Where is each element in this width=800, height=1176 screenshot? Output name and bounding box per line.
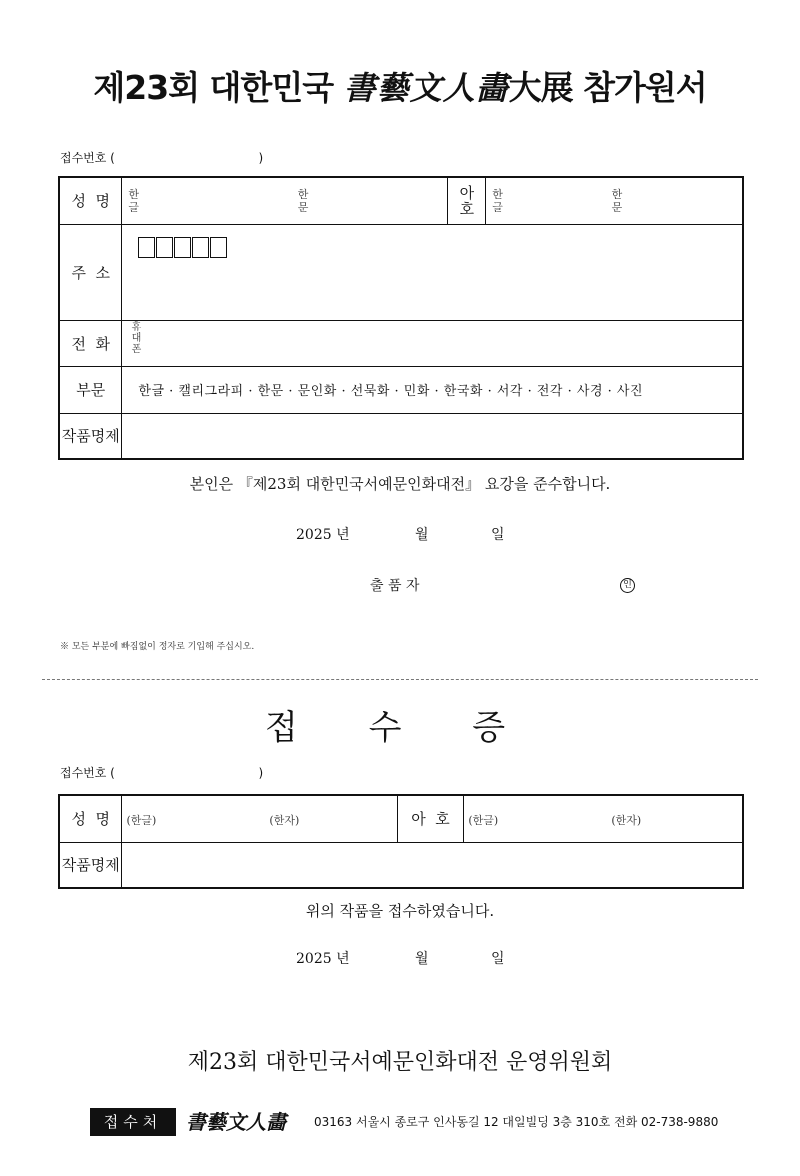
receipt-number-label-2: 접수번호 ( xyxy=(60,766,115,780)
receipt-ho-label: 아 호 xyxy=(397,795,464,842)
division-row xyxy=(59,366,743,413)
receipt-ho-input[interactable] xyxy=(464,795,743,842)
title-calligraphy-logo: 書藝文人畵 xyxy=(343,69,509,107)
receipt-number-field-2[interactable] xyxy=(60,764,263,781)
work-title-input[interactable] xyxy=(122,413,743,459)
receipt-name-row xyxy=(59,795,743,842)
reception-badge: 접수처 xyxy=(90,1108,176,1136)
work-title-row xyxy=(59,413,743,459)
receipt-hanja-paren: (한자) xyxy=(269,814,300,828)
receipt-number-close: ) xyxy=(258,151,264,165)
receipt-work-title-label: 작품명제 xyxy=(59,842,122,888)
receipt-number-close-2: ) xyxy=(258,766,264,780)
submitter-label: 출 품 자 xyxy=(370,578,420,594)
ho-hangul-sublabel: 한 글 xyxy=(492,187,503,214)
ho-label: 아 호 xyxy=(448,177,486,224)
name-label: 성 명 xyxy=(59,177,122,224)
hanja-sublabel: 한 문 xyxy=(297,187,309,214)
mobile-sublabel: 휴 대 폰 xyxy=(131,321,142,355)
receipt-hangul-paren: (한글) xyxy=(126,814,157,828)
application-month: 월 xyxy=(415,527,429,543)
ho-hanja-sublabel: 한 문 xyxy=(611,187,623,214)
receipt-confirmation: 위의 작품을 접수하였습니다. xyxy=(305,902,495,920)
receipt-work-title-row xyxy=(59,842,743,888)
receipt-year: 2025 년 xyxy=(296,951,350,967)
ho-input[interactable] xyxy=(486,177,743,224)
work-title-label: 작품명제 xyxy=(59,413,122,459)
postal-code-boxes[interactable] xyxy=(138,237,742,258)
title-prefix: 제23회 대한민국 xyxy=(93,68,334,107)
phone-input[interactable] xyxy=(122,320,743,366)
footer-address: 03163 서울시 종로구 인사동길 12 대일빌딩 3층 310호 전화 02-738-9880 xyxy=(314,1115,719,1129)
division-label: 부문 xyxy=(59,366,122,413)
receipt-month: 월 xyxy=(415,951,429,967)
address-input[interactable] xyxy=(122,224,743,320)
seal-mark[interactable]: 인 xyxy=(620,578,635,593)
receipt-name-label: 성 명 xyxy=(59,795,122,842)
receipt-day: 일 xyxy=(491,951,505,967)
cut-line-divider xyxy=(42,679,758,680)
page-title xyxy=(0,62,800,109)
name-row xyxy=(59,177,743,224)
receipt-form-table xyxy=(58,794,744,889)
application-form-table xyxy=(58,176,744,460)
receipt-ho-hanja-paren: (한자) xyxy=(611,814,642,828)
receipt-ho-hangul-paren: (한글) xyxy=(468,814,499,828)
division-options[interactable]: 한글 · 캘리그라피 · 한문 · 문인화 · 선묵화 · 민화 · 한국화 · 서각 · 전각 · 사경 · 사진 xyxy=(122,366,743,413)
receipt-work-title-input[interactable] xyxy=(122,842,743,888)
hangul-sublabel: 한 글 xyxy=(128,187,140,214)
pledge-text: 본인은 『제23회 대한민국서예문인화대전』 요강을 준수합니다. xyxy=(189,475,611,493)
address-row xyxy=(59,224,743,320)
receipt-number-label: 접수번호 ( xyxy=(60,151,115,165)
name-input[interactable] xyxy=(122,177,448,224)
fill-note: ※ 모든 부분에 빠짐없이 정자로 기입해 주십시오. xyxy=(60,642,255,652)
phone-label: 전 화 xyxy=(59,320,122,366)
receipt-number-field[interactable] xyxy=(60,149,263,166)
application-day: 일 xyxy=(491,527,505,543)
receipt-name-input[interactable] xyxy=(122,795,397,842)
footer-calligraphy-logo: 書藝文人畵 xyxy=(186,1110,286,1134)
receipt-title: 접 수 증 xyxy=(264,708,536,748)
title-suffix: 大展 참가원서 xyxy=(508,68,707,107)
application-year: 2025 년 xyxy=(296,527,350,543)
committee-name: 제23회 대한민국서예문인화대전 운영위원회 xyxy=(187,1050,613,1075)
phone-row xyxy=(59,320,743,366)
address-label: 주 소 xyxy=(59,224,122,320)
